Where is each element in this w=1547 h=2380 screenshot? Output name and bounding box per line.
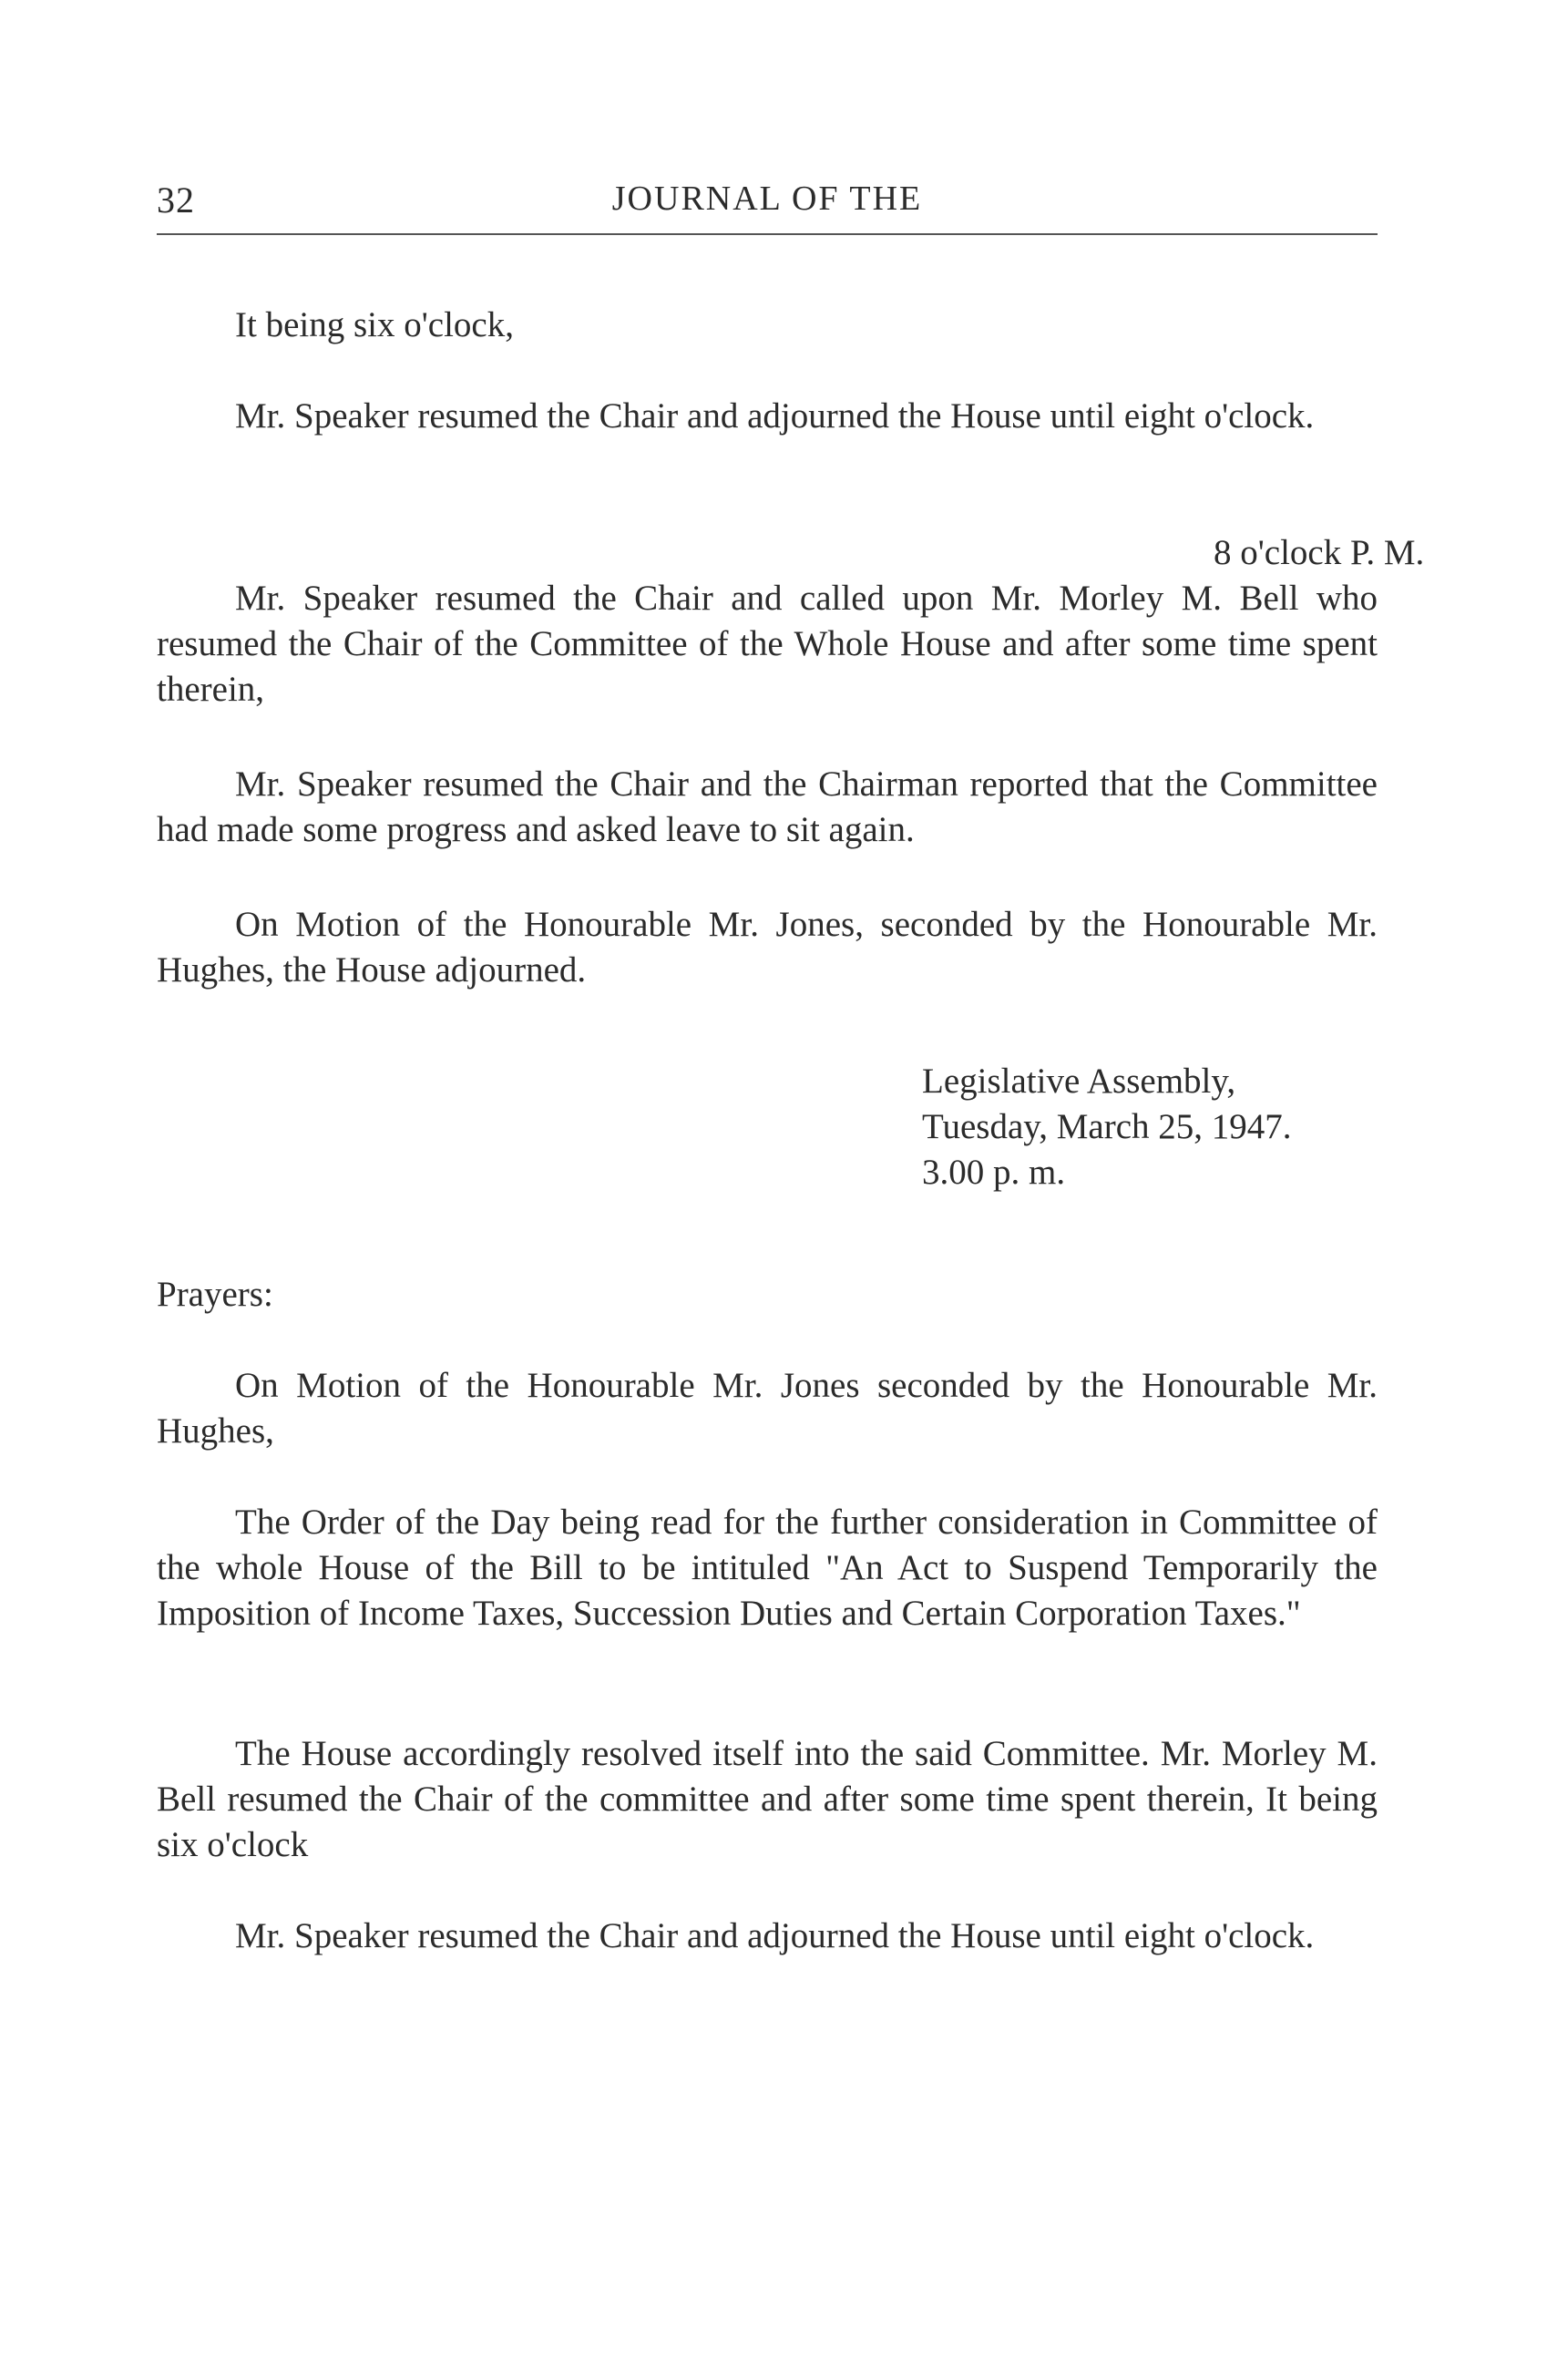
paragraph-resolved-committee: The House accordingly resolved itself into the said Committee. Mr. Morley M. Bell resumed the Chair of the committee and after some time spent therein, It being six o'clock	[157, 1734, 1378, 1864]
paragraph-order-of-day: The Order of the Day being read for the further consideration in Committee of the whole House of the Bill to be intituled "An Act to Suspend Temporarily the Imposition of Income Taxes, Succession Duties and Certain Corporation Taxes."	[157, 1503, 1378, 1633]
paragraph-motion-jones: On Motion of the Honourable Mr. Jones seconded by the Honourable Mr. Hughes,	[157, 1366, 1378, 1451]
paragraph-final-adjourned: Mr. Speaker resumed the Chair and adjourned the House until eight o'clock.	[235, 1916, 1315, 1955]
prayers-label: Prayers:	[157, 1275, 273, 1314]
paragraph-speaker-adjourned: Mr. Speaker resumed the Chair and adjourned the House until eight o'clock.	[235, 396, 1315, 436]
dateline-date: Tuesday, March 25, 1947.	[922, 1107, 1292, 1146]
page-number: 32	[157, 180, 195, 221]
evening-time: 8 o'clock P. M.	[1214, 533, 1425, 572]
header-rule	[157, 233, 1378, 235]
paragraph-chairman-reported: Mr. Speaker resumed the Chair and the Chairman reported that the Committee had made some progress and asked leave to sit again.	[157, 764, 1378, 849]
dateline	[922, 1059, 1292, 1195]
paragraph-six-oclock: It being six o'clock,	[235, 305, 514, 344]
page-header	[157, 179, 1378, 233]
paragraph-committee-resumed: Mr. Speaker resumed the Chair and called upon Mr. Morley M. Bell who resumed the Chair of the Committee of the Whole House and after some time spent therein,	[157, 579, 1378, 709]
dateline-time: 3.00 p. m.	[922, 1153, 1066, 1192]
running-head: JOURNAL OF THE	[611, 180, 923, 218]
dateline-assembly: Legislative Assembly,	[922, 1062, 1236, 1101]
paragraph-house-adjourned: On Motion of the Honourable Mr. Jones, seconded by the Honourable Mr. Hughes, the House adjourned.	[157, 905, 1378, 990]
